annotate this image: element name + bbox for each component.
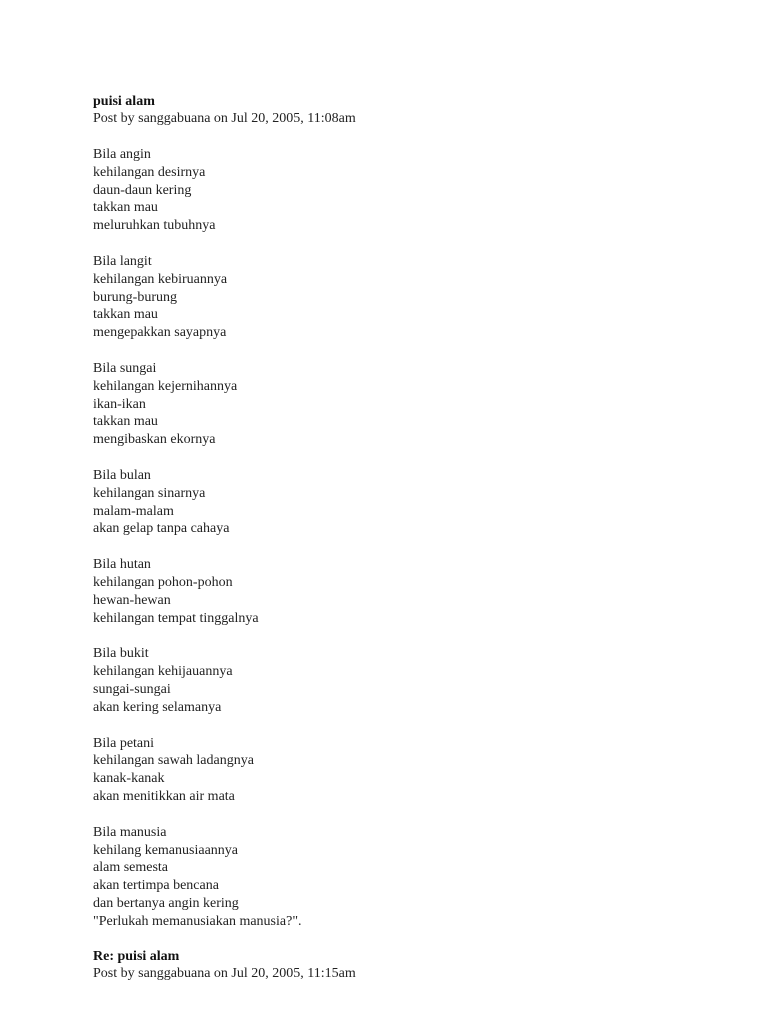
poem-line: Bila langit: [93, 253, 152, 269]
poem-line: malam-malam: [93, 503, 174, 519]
poem-line: kanak-kanak: [93, 771, 165, 787]
poem-line: akan menitikkan air mata: [93, 788, 235, 804]
poem-stanza: [93, 146, 733, 235]
poem-line: burung-burung: [93, 289, 177, 305]
poem-line: mengibaskan ekornya: [93, 432, 216, 448]
poem-line: meluruhkan tubuhnya: [93, 218, 216, 234]
poem-line: Bila manusia: [93, 824, 167, 840]
poem-line: Bila sungai: [93, 360, 157, 376]
poem-line: daun-daun kering: [93, 182, 192, 198]
poem-line: Bila angin: [93, 147, 151, 162]
poem-line: kehilangan tempat tinggalnya: [93, 610, 259, 626]
poem-stanza: [93, 360, 733, 449]
post-title: puisi alam: [93, 94, 155, 109]
poem-line: kehilangan kebiruannya: [93, 271, 228, 287]
reply-post: [93, 948, 733, 983]
poem-line: sungai-sungai: [93, 681, 171, 697]
poem-line: takkan mau: [93, 414, 158, 430]
poem-line: takkan mau: [93, 200, 158, 216]
poem-line: "Perlukah memanusiakan manusia?".: [93, 913, 302, 929]
poem-line: kehilang kemanusiaannya: [93, 842, 239, 858]
poem-line: ikan-ikan: [93, 396, 146, 412]
poem-stanza: [93, 467, 733, 538]
poem-line: kehilangan kehijauannya: [93, 664, 233, 680]
reply-title: Re: puisi alam: [93, 949, 180, 965]
poem-stanza: [93, 645, 733, 716]
poem-line: kehilangan sawah ladangnya: [93, 753, 254, 769]
poem-line: dan bertanya angin kering: [93, 895, 239, 911]
poem-stanza: [93, 253, 733, 342]
poem-line: kehilangan sinarnya: [93, 485, 206, 501]
forum-thread: [93, 93, 733, 1001]
poem-line: kehilangan kejernihannya: [93, 378, 238, 394]
poem-line: alam semesta: [93, 860, 169, 876]
post: [93, 93, 733, 930]
poem-stanza: [93, 824, 733, 931]
poem-line: Bila bukit: [93, 646, 149, 662]
reply-meta: Post by sanggabuana on Jul 20, 2005, 11:15am: [93, 966, 356, 982]
poem-line: Bila bulan: [93, 467, 151, 483]
poem-line: akan kering selamanya: [93, 699, 222, 715]
poem-stanza: [93, 556, 733, 627]
poem-line: kehilangan desirnya: [93, 164, 206, 180]
poem-body: [93, 146, 733, 930]
poem-line: Bila hutan: [93, 557, 151, 573]
poem-line: akan tertimpa bencana: [93, 878, 219, 894]
poem-line: mengepakkan sayapnya: [93, 325, 227, 341]
poem-line: kehilangan pohon-pohon: [93, 574, 233, 590]
poem-line: takkan mau: [93, 307, 158, 323]
poem-line: akan gelap tanpa cahaya: [93, 521, 230, 537]
poem-line: hewan-hewan: [93, 592, 171, 608]
poem-line: Bila petani: [93, 735, 155, 751]
poem-stanza: [93, 735, 733, 806]
post-meta: Post by sanggabuana on Jul 20, 2005, 11:08am: [93, 111, 356, 126]
